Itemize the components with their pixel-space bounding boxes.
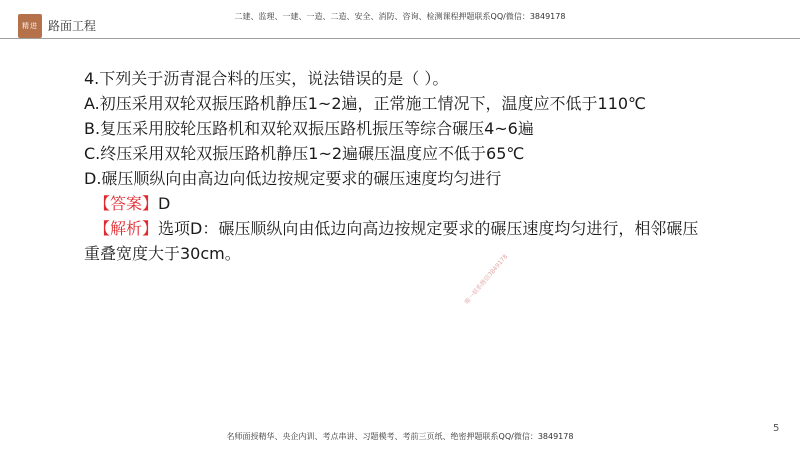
top-banner: 二建、监理、一建、一造、二造、安全、消防、咨询、检测课程押题联系QQ/微信：3849178 <box>234 12 566 21</box>
page-number: 5 <box>773 423 780 434</box>
question-stem: 4.下列关于沥青混合料的压实，说法错误的是（ ）。 <box>84 69 449 88</box>
analysis-continuation: 重叠宽度大于30cm。 <box>84 244 241 263</box>
analysis-tag: 【解析】 <box>94 219 159 238</box>
analysis-text: 选项D：碾压顺纵向由低边向高边按规定要求的碾压速度均匀进行，相邻碾压 <box>158 219 699 238</box>
answer-tag: 【答案】 <box>94 194 159 213</box>
footer-banner: 名师面授精华、央企内训、考点串讲、习题模考、考前三页纸、绝密押题联系QQ/微信：3849178 <box>226 432 574 441</box>
option-a: A.初压采用双轮双振压路机静压1~2遍，正常施工情况下，温度应不低于110℃ <box>84 94 647 113</box>
option-b: B.复压采用胶轮压路机和双轮双振压路机振压等综合碾压4~6遍 <box>84 119 534 138</box>
option-c: C.终压采用双轮双振压路机静压1~2遍碾压温度应不低于65℃ <box>84 144 525 163</box>
answer-line <box>84 191 784 216</box>
header-divider <box>0 38 800 39</box>
question-block <box>84 66 784 266</box>
watermark: 唯一联系微信3849178 <box>463 253 510 306</box>
answer-value: D <box>158 194 171 213</box>
logo: 精进 <box>18 14 42 38</box>
analysis-line <box>84 216 784 241</box>
course-title: 路面工程 <box>48 19 97 33</box>
option-d: D.碾压顺纵向由高边向低边按规定要求的碾压速度均匀进行 <box>84 169 502 188</box>
